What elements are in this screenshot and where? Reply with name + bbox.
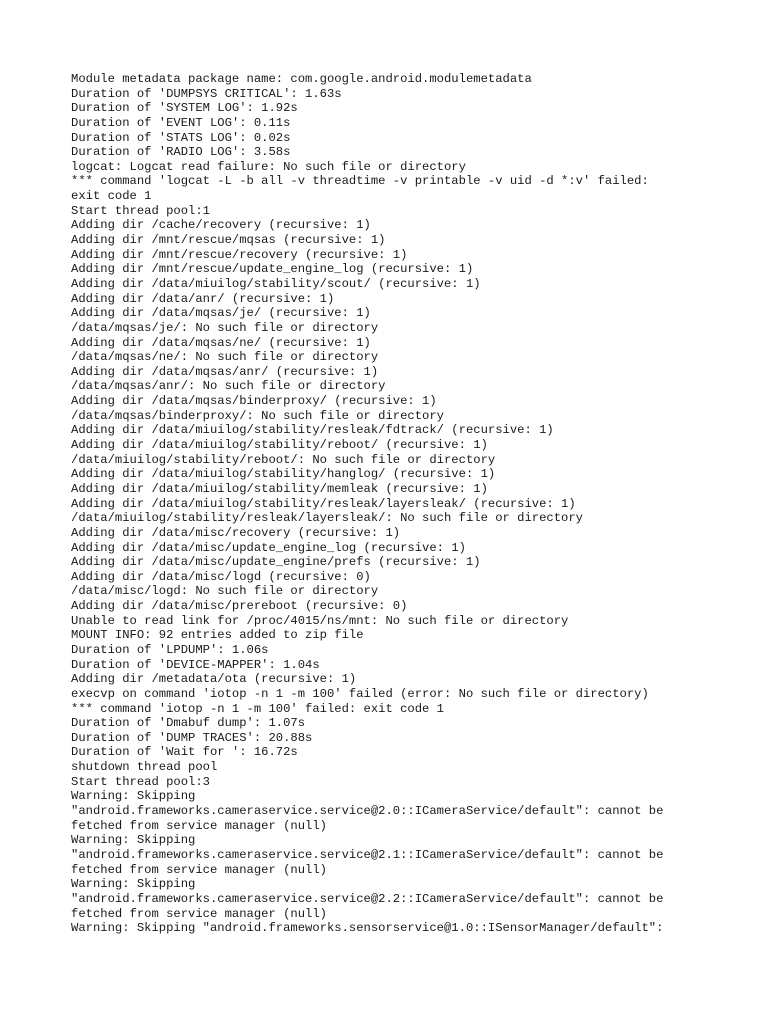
log-line: Warning: Skipping [71, 833, 196, 848]
log-line: Adding dir /metadata/ota (recursive: 1) [71, 672, 357, 687]
log-line: Adding dir /data/misc/logd (recursive: 0) [71, 569, 371, 584]
log-line: MOUNT INFO: 92 entries added to zip file [71, 628, 364, 643]
log-line: Warning: Skipping "android.frameworks.sensorservice@1.0::ISensorManager/default": [71, 921, 664, 936]
log-line: /data/mqsas/ne/: No such file or directory [71, 350, 379, 365]
log-line: Adding dir /cache/recovery (recursive: 1) [71, 218, 371, 233]
log-line: Duration of 'DEVICE-MAPPER': 1.04s [71, 657, 320, 672]
log-line: Duration of 'STATS LOG': 0.02s [71, 130, 291, 145]
log-line: /data/miuilog/stability/reboot/: No such file or directory [71, 452, 496, 467]
log-line: Warning: Skipping [71, 789, 196, 804]
log-line: *** command 'iotop -n 1 -m 100' failed: exit code 1 [71, 701, 444, 716]
log-line: Duration of 'DUMP TRACES': 20.88s [71, 730, 313, 745]
log-line: fetched from service manager (null) [71, 862, 327, 877]
log-line: /data/miuilog/stability/resleak/layersleak/: No such file or directory [71, 511, 583, 526]
log-line: Adding dir /data/mqsas/anr/ (recursive: 1) [71, 364, 379, 379]
log-line: Adding dir /data/mqsas/ne/ (recursive: 1) [71, 335, 371, 350]
log-line: Duration of 'SYSTEM LOG': 1.92s [71, 101, 298, 116]
log-line: Duration of 'EVENT LOG': 0.11s [71, 115, 291, 130]
log-line: Start thread pool:1 [71, 203, 210, 218]
log-line: "android.frameworks.cameraservice.service@2.1::ICameraService/default": cannot be [71, 847, 664, 862]
log-line: Adding dir /data/mqsas/binderproxy/ (recursive: 1) [71, 394, 437, 409]
log-line: /data/mqsas/je/: No such file or directory [71, 320, 379, 335]
log-line: execvp on command 'iotop -n 1 -m 100' failed (error: No such file or directory) [71, 686, 649, 701]
log-line: Module metadata package name: com.google.android.modulemetadata [71, 72, 532, 86]
log-line: Adding dir /data/misc/prereboot (recursive: 0) [71, 599, 408, 614]
log-line: Adding dir /data/mqsas/je/ (recursive: 1) [71, 306, 371, 321]
log-line: Start thread pool:3 [71, 774, 210, 789]
log-line: Adding dir /data/miuilog/stability/hanglog/ (recursive: 1) [71, 467, 496, 482]
log-line: Adding dir /data/anr/ (recursive: 1) [71, 291, 335, 306]
log-line: Adding dir /data/miuilog/stability/memleak (recursive: 1) [71, 481, 488, 496]
log-line: /data/mqsas/binderproxy/: No such file or directory [71, 408, 444, 423]
log-line: Adding dir /data/miuilog/stability/reboot/ (recursive: 1) [71, 438, 488, 453]
log-line: Duration of 'LPDUMP': 1.06s [71, 642, 269, 657]
log-line: "android.frameworks.cameraservice.service@2.0::ICameraService/default": cannot be [71, 804, 664, 819]
log-line: Adding dir /data/misc/update_engine/prefs (recursive: 1) [71, 555, 481, 570]
log-line: Adding dir /mnt/rescue/mqsas (recursive: 1) [71, 233, 386, 248]
log-line: /data/misc/logd: No such file or directory [71, 584, 379, 599]
log-line: Duration of 'RADIO LOG': 3.58s [71, 145, 291, 160]
log-line: Duration of 'Wait for ': 16.72s [71, 745, 298, 760]
log-line: Adding dir /data/miuilog/stability/resleak/layersleak/ (recursive: 1) [71, 496, 576, 511]
log-line: Adding dir /data/miuilog/stability/scout/ (recursive: 1) [71, 276, 481, 291]
log-line: fetched from service manager (null) [71, 906, 327, 921]
log-line: /data/mqsas/anr/: No such file or directory [71, 379, 386, 394]
log-line: Adding dir /data/misc/recovery (recursive: 1) [71, 525, 401, 540]
log-line: Adding dir /data/miuilog/stability/resleak/fdtrack/ (recursive: 1) [71, 423, 554, 438]
log-line: Unable to read link for /proc/4015/ns/mnt: No such file or directory [71, 613, 569, 628]
log-line: fetched from service manager (null) [71, 818, 327, 833]
log-line: "android.frameworks.cameraservice.service@2.2::ICameraService/default": cannot be [71, 891, 664, 906]
log-line: exit code 1 [71, 189, 152, 204]
log-line: Duration of 'DUMPSYS CRITICAL': 1.63s [71, 86, 342, 101]
log-line: Adding dir /data/misc/update_engine_log (recursive: 1) [71, 540, 466, 555]
log-line: Adding dir /mnt/rescue/recovery (recursive: 1) [71, 247, 408, 262]
log-line: Warning: Skipping [71, 877, 196, 892]
log-line: shutdown thread pool [71, 760, 218, 775]
log-line: *** command 'logcat -L -b all -v threadtime -v printable -v uid -d *:v' failed: [71, 174, 649, 189]
log-line: Duration of 'Dmabuf dump': 1.07s [71, 716, 306, 731]
log-line: logcat: Logcat read failure: No such file or directory [71, 159, 466, 174]
log-document [71, 72, 711, 936]
log-line: Adding dir /mnt/rescue/update_engine_log (recursive: 1) [71, 262, 474, 277]
